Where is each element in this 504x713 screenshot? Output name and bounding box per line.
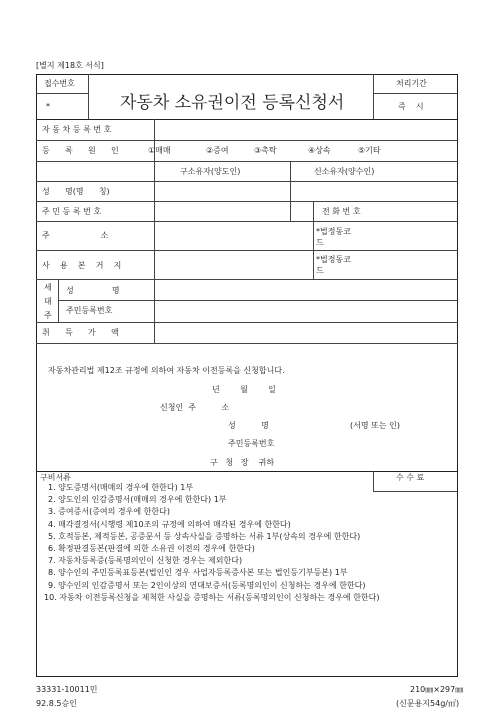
application-date: 년 월 일 xyxy=(212,385,276,394)
required-document-item: 7. 자동차등록증(등록명의인이 신청한 경우는 제외한다) xyxy=(48,556,243,566)
required-document-item: 9. 양수인의 인감증명서 또는 2인이상의 연대보증서(등록명의인이 신청하는 경우에 한한다) xyxy=(48,580,366,590)
required-document-item: 10. 자동차 이전등록신청을 제척한 사실을 증명하는 서류(등록명의인이 신청하는 경우에 한한다) xyxy=(44,592,380,602)
required-document-item: 6. 확정판결등본(판결에 의한 소유권 이전의 경우에 한한다) xyxy=(48,544,255,553)
required-document-item: 4. 매각결정서(시행령 제10조의 규정에 의하여 매각된 경우에 한한다) xyxy=(48,519,291,529)
paper-type: (신문용지54g/㎡) xyxy=(396,699,460,708)
name-label: 성 명(명 칭) xyxy=(42,187,110,196)
required-document-item: 3. 증여증서(증여의 경우에 한한다) xyxy=(48,507,170,517)
required-document-item: 5. 호적등본, 제적등본, 공증문서 등 상속사실을 증명하는 서류 1부(상속의 경우에 한한다) xyxy=(48,531,361,541)
acquisition-price-label: 취 득 가 액 xyxy=(42,328,119,337)
frame-top xyxy=(36,74,458,75)
householder-label-3: 주 xyxy=(44,311,52,320)
registration-cause-label: 등 록 원 인 xyxy=(42,146,119,155)
vehicle-registration-number-label: 자 동 차 등 록 번 호 xyxy=(42,125,112,134)
fee-label: 수 수 료 xyxy=(396,473,425,482)
applicant-resident-label: 주민등록번호 xyxy=(228,439,275,448)
new-owner-label: 신소유자(양수인) xyxy=(314,167,375,176)
householder-label-2: 대 xyxy=(44,297,52,306)
address-label: 주 소 xyxy=(42,231,109,240)
required-document-item: 1. 양도증명서(매매의 경우에 한한다) 1부 xyxy=(48,483,194,492)
paper-size: 210㎜×297㎜ xyxy=(410,685,464,694)
receipt-mark: * xyxy=(46,102,50,111)
applicant-name-label: 성 명 xyxy=(228,421,269,430)
receipt-number-label: 접수번호 xyxy=(44,79,75,88)
processing-period-label: 처리기간 xyxy=(396,79,427,88)
previous-owner-label: 구소유자(양도인) xyxy=(180,167,241,176)
householder-resident-label: 주민등록번호 xyxy=(66,306,113,315)
required-document-item: 2. 양도인의 인감증명서(매매의 경우에 한한다) 1부 xyxy=(48,495,227,505)
application-statement: 자동차관리법 제12조 규정에 의하여 자동차 이전등록을 신청합니다. xyxy=(48,366,285,375)
approval-date: 92.8.5승인 xyxy=(36,699,77,708)
cause-option-other: ⑤기타 xyxy=(358,146,381,155)
frame-right xyxy=(457,74,458,677)
recipient-label: 구 청 장 귀하 xyxy=(210,458,275,467)
applicant-address-label: 신청인 주 소 xyxy=(160,403,230,412)
cause-option-inheritance: ④상속 xyxy=(308,146,331,155)
householder-name-label: 성 명 xyxy=(66,286,120,295)
form-number-label: [별지 제18호 서식] xyxy=(36,61,104,70)
frame-bottom xyxy=(36,676,458,677)
cause-option-gift: ②증여 xyxy=(206,146,229,155)
householder-label-1: 세 xyxy=(44,283,52,292)
form-code: 33331-10011민 xyxy=(36,685,98,694)
processing-period-value: 즉 시 xyxy=(398,102,424,111)
frame-left xyxy=(36,74,37,677)
cause-option-sale: ①매매 xyxy=(148,146,171,155)
required-document-item: 8. 양수인의 주민등록표등본(법인인 경우 사업자등록증사본 또는 법인등기부등본) 1부 xyxy=(48,568,348,578)
page-title: 자동차 소유권이전 등록신청서 xyxy=(120,93,345,113)
place-of-use-label: 사 용 본 거 지 xyxy=(42,261,122,270)
required-documents-title: 구비서류 xyxy=(40,473,71,482)
resident-number-label: 주 민 등 록 번 호 xyxy=(42,207,102,216)
cause-option-commission: ③촉탁 xyxy=(254,146,277,155)
legal-dong-code-label: *법정동코드 xyxy=(316,227,351,247)
signature-note: (서명 또는 인) xyxy=(350,421,400,430)
phone-label: 전 화 번 호 xyxy=(322,207,361,216)
legal-dong-code-label-2: *법정동코드 xyxy=(316,255,351,275)
